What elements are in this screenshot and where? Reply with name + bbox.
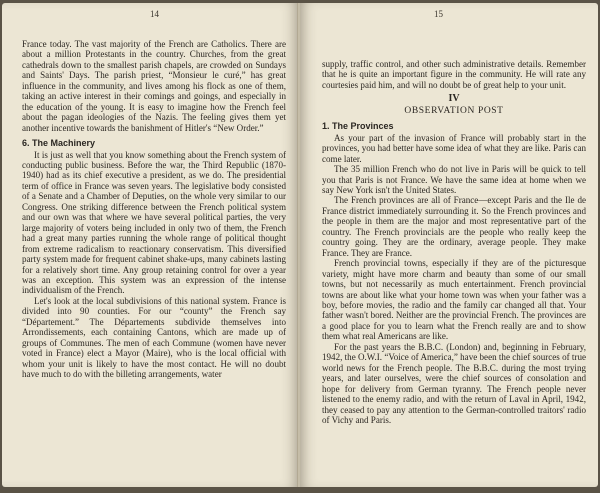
section-heading: 1. The Provinces (322, 121, 394, 132)
chapter-number: IV (448, 93, 460, 105)
left-page-text (22, 39, 286, 380)
paragraph: France today. The vast majority of the French are Catholics. There are about a million Protestants in the country. Churches, from the great cathedrals down to the smallest parish chapels, are crowded on Sundays and Saints' Days. The parish priest, “Monsieur le curé,” has great influence in the community, and lives among his flock as one of them, taking an active interest in their comings and goings, and especially in the education of the young. It is easy to imagine how the French feel about the pagan ideologies of the Nazis. The feeling gives them yet another incentive towards the banishment of Hitler's “New Order.” (22, 39, 286, 133)
paragraph: As your part of the invasion of France will probably start in the provinces, you had better have some idea of what they are like. Paris can come later. (322, 132, 586, 164)
paragraph: The 35 million French who do not live in Paris will be quick to tell you that Paris is not France. We have the same idea at home when we say New York isn't the United States. (322, 164, 586, 195)
section-heading: 6. The Machinery (22, 138, 96, 149)
paragraph: French provincial towns, especially if they are of the picturesque variety, might have more charm and beauty than some of our small towns, but not necessarily as much entertainment. French provincial towns are about like what your home town was when your father was a boy, before movies, the radio and the family car changed all that. Your father wasn't bored. Neither are the provincial French. The provinces are a good place for you to learn what the French really are and to show them what real Americans are like. (322, 258, 586, 342)
paragraph: It is just as well that you know something about the French system of conducting public business. Before the war, the Third Republic (1870-1940) had as its chief executive a president, as we do. The presidential term of office in France was seven years. The legislative body consisted of a Senate and a Chamber of Deputies, on the whole very similar to our Congress. One striking difference between the French political system and our own was that where we have several political parties, the very large majority of voters being included in only two of them, the French had a great many parties running the whole range of political thought from extreme radicalism to reactionary conservatism. This diversified party system made for frequent cabinet shake-ups, many cabinets lasting for a relatively short time. Any group retaining control for over a year was an exception. This system was an expression of the intense individualism of the French. (22, 149, 286, 296)
paragraph: For the past years the B.B.C. (London) and, beginning in February, 1942, the O.W.I. “Voice of America,” have been the chief sources of true world news for the French people. The B.B.C. during the most trying years, and later ourselves, were the chief sources of consolation and hope for delivery from German tyranny. The French people never listened to the enemy radio, and with the return of Laval in April, 1942, they ceased to pay any attention to the German-controlled traitors' radio of Vichy and Paris. (322, 341, 586, 425)
paragraph: Let's look at the local subdivisions of this national system. France is divided into 90 counties. For our “county” the French say “Département.” The Départements subdivide themselves into Arrondissements, each containing Cantons, which are made up of groups of Communes. The men of each Commune (women have never voted in France) elect a Mayor (Maire), who is the local official with whom your unit is likely to have the most contact. He will no doubt have much to do with the billeting arrangements, water (22, 295, 286, 380)
right-page-text (322, 59, 586, 425)
page-number: 15 (434, 9, 443, 19)
chapter-title: OBSERVATION POST (404, 105, 504, 116)
right-page (300, 3, 598, 487)
paragraph: The French provinces are all of France—except Paris and the Ile de France district immediately surrounding it. So the French provinces and the people in them are the major and most representative part of the country. The French provincials are the people who really keep the country going. They are the ordinary, average people. They make France. They are France. (322, 195, 586, 258)
left-page (2, 3, 298, 487)
page-number: 14 (150, 9, 159, 19)
paragraph: supply, traffic control, and other such administrative details. Remember that he is quite an important figure in the community. He will rate any courtesies paid him, and will no doubt be of great help to your unit. (322, 59, 586, 90)
